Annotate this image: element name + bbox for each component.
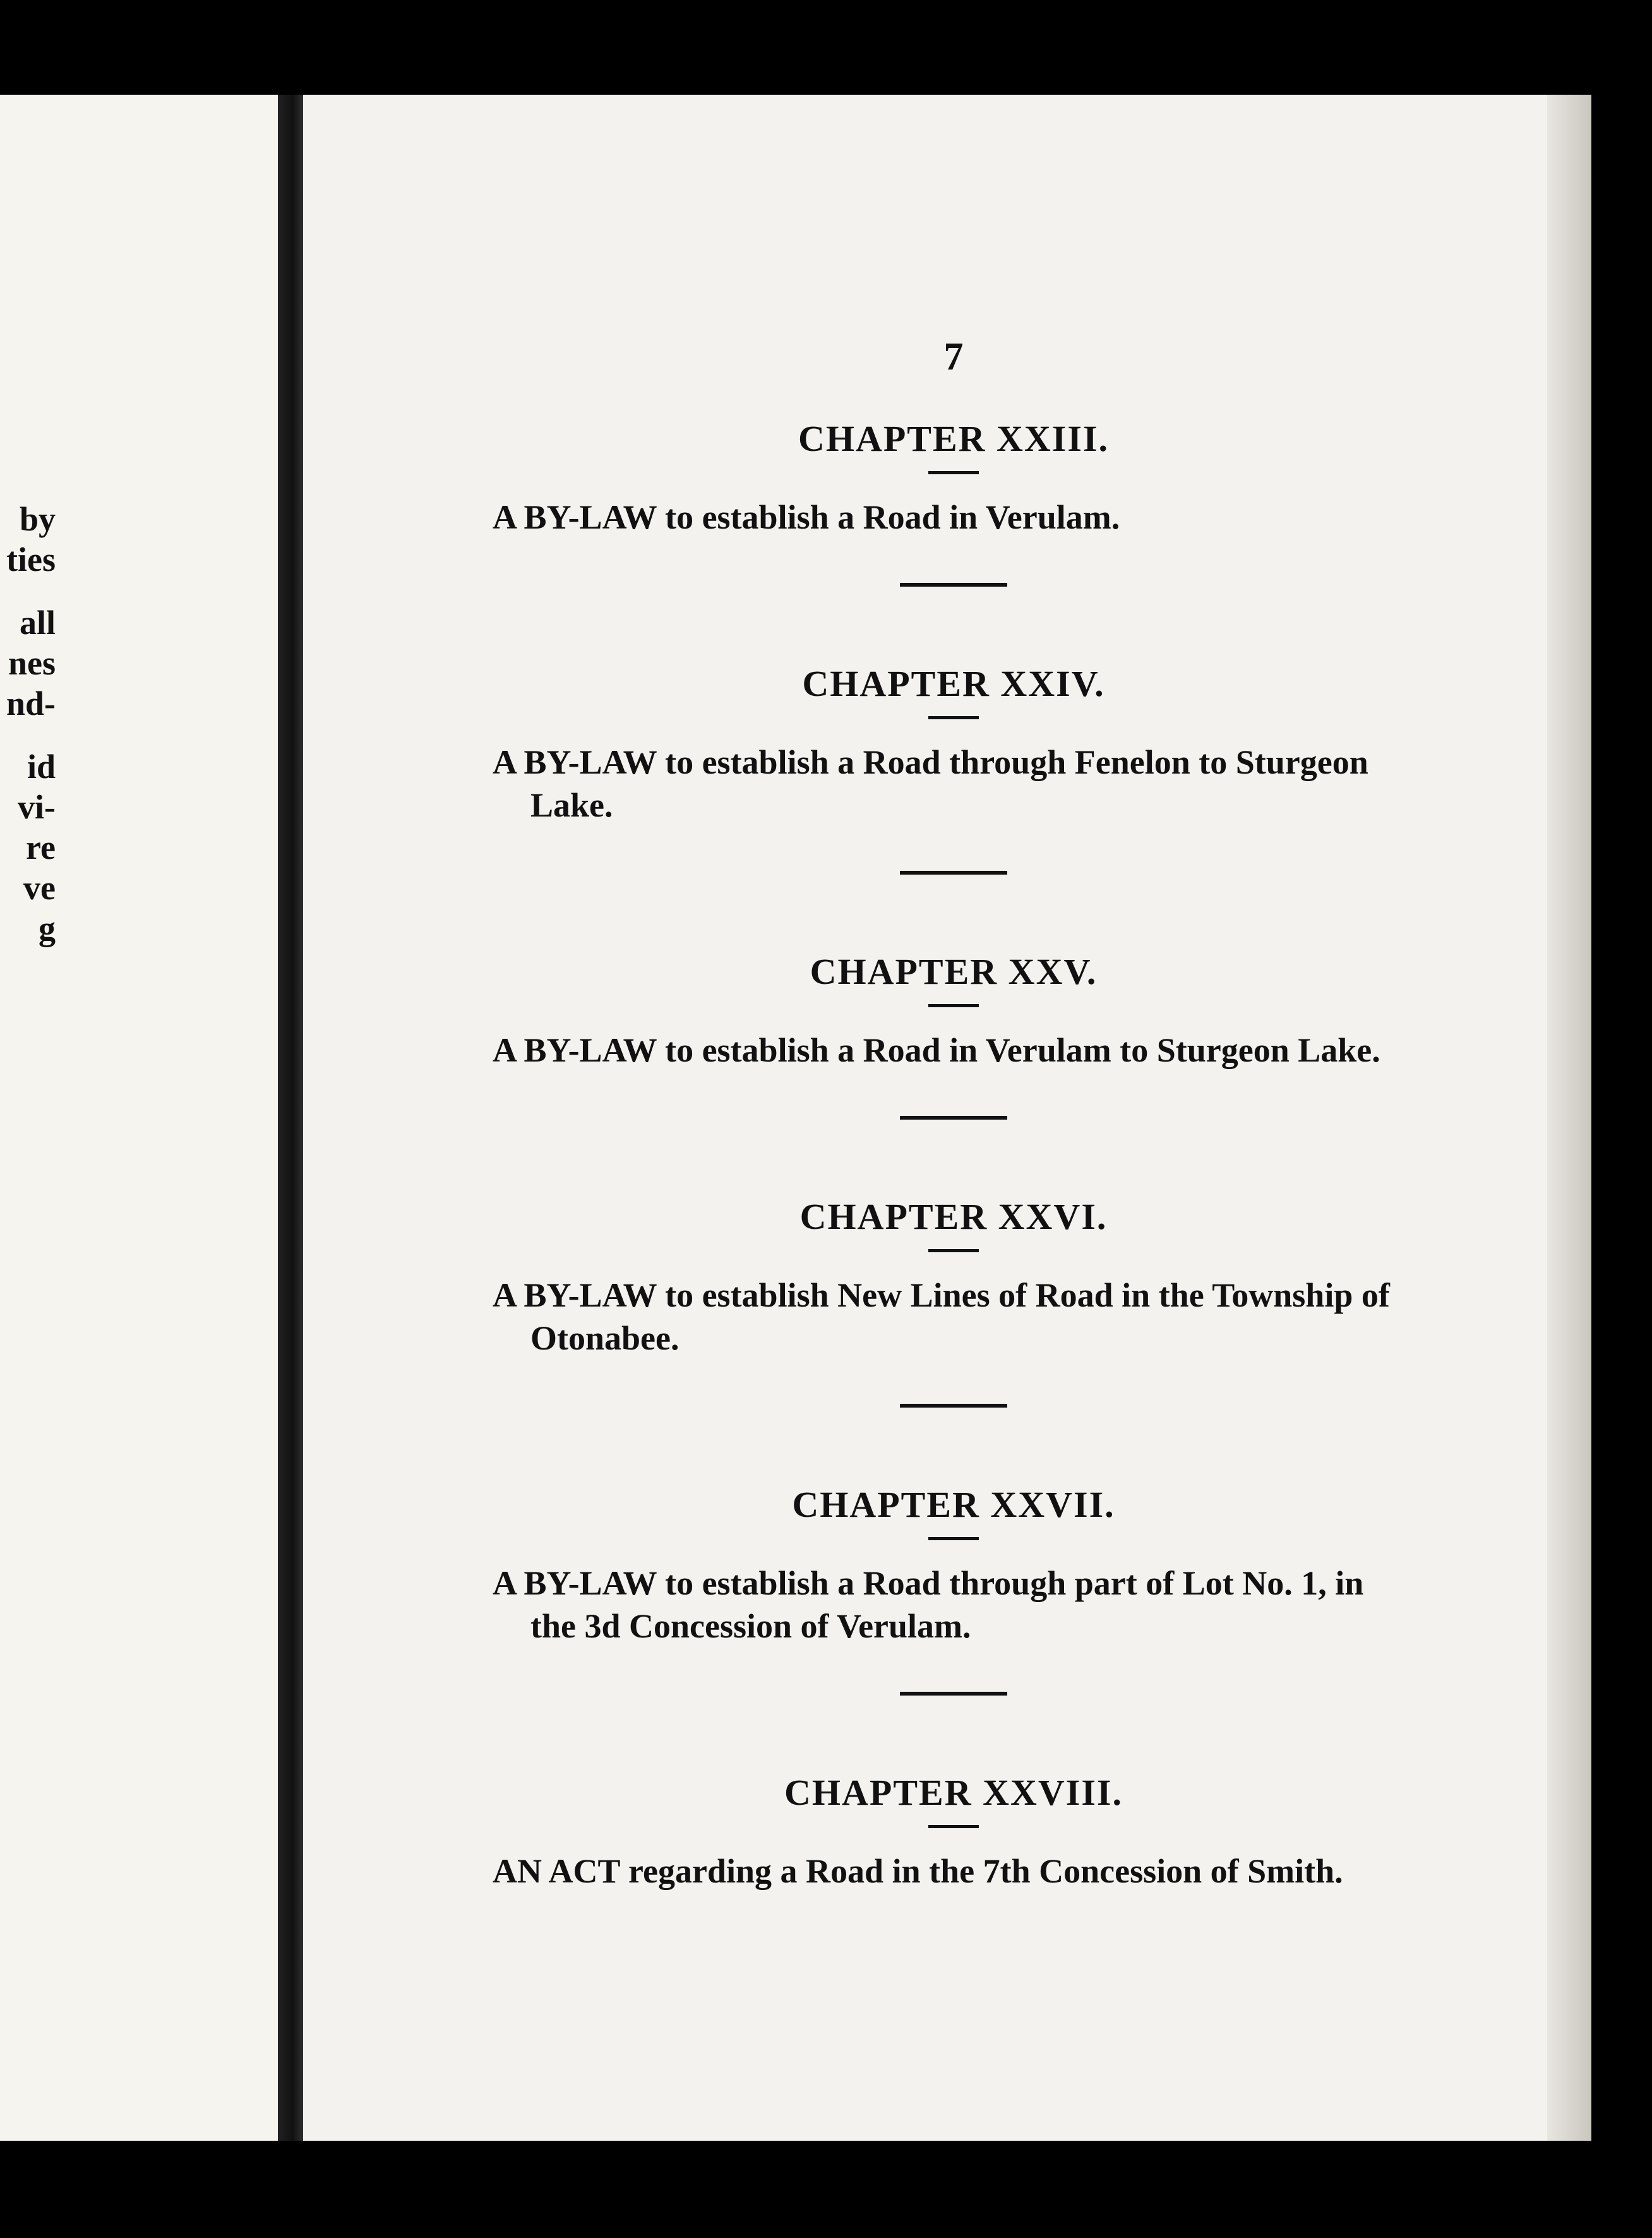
chapter-xxiv [493,662,1415,875]
page-edge [1547,95,1591,2141]
chapter-heading: CHAPTER XXIII. [798,418,1110,459]
heading-rule [928,1537,979,1540]
chapter-heading: CHAPTER XXVIII. [784,1772,1123,1813]
chapter-xxvi [493,1195,1415,1408]
chapter-heading: CHAPTER XXV. [810,951,1098,992]
left-page-text-fragments [5,499,56,948]
chapter-xxvii [493,1483,1415,1696]
fragment-line: nd- [6,685,56,722]
fragment-line: ties [6,541,56,578]
fragment-line: all [19,604,56,642]
fragment-line: g [39,909,56,947]
heading-rule [928,1825,979,1828]
fragment-line: id [27,748,56,786]
fragment-line: ve [23,869,56,907]
page-content [493,335,1415,1968]
chapter-separator [900,583,1007,587]
chapter-summary: A BY-LAW to establish New Lines of Road in the Township of Otonabee. [493,1276,1390,1357]
fragment-line: vi- [18,788,56,826]
chapter-separator [900,1116,1007,1120]
chapter-summary: A BY-LAW to establish a Road in Verulam to Sturgeon Lake. [493,1031,1380,1069]
chapter-separator [900,1404,1007,1408]
fragment-line: nes [8,644,56,682]
heading-rule [928,471,979,474]
chapter-heading: CHAPTER XXIV. [802,663,1105,704]
fragment-gap [5,580,56,602]
chapter-heading: CHAPTER XXVI. [799,1196,1108,1237]
chapter-summary: A BY-LAW to establish a Road through Fenelon to Sturgeon Lake. [493,743,1368,824]
chapter-summary: A BY-LAW to establish a Road through part of Lot No. 1, in the 3d Concession of Verulam. [493,1564,1364,1645]
document-page [303,95,1591,2141]
fragment-line: re [26,829,56,866]
chapter-summary: A BY-LAW to establish a Road in Verulam. [493,498,1120,536]
fragment-gap [5,724,56,746]
page-number: 7 [943,335,964,378]
chapter-heading: CHAPTER XXVII. [792,1484,1115,1525]
heading-rule [928,1004,979,1007]
chapter-separator [900,871,1007,875]
left-facing-page [0,95,278,2141]
chapter-xxv [493,950,1415,1120]
chapter-summary: AN ACT regarding a Road in the 7th Concession of Smith. [493,1852,1343,1890]
heading-rule [928,716,979,719]
chapter-separator [900,1692,1007,1696]
chapter-xxiii [493,417,1415,587]
fragment-line: by [19,500,56,538]
chapter-xxviii [493,1771,1415,1893]
heading-rule [928,1249,979,1252]
